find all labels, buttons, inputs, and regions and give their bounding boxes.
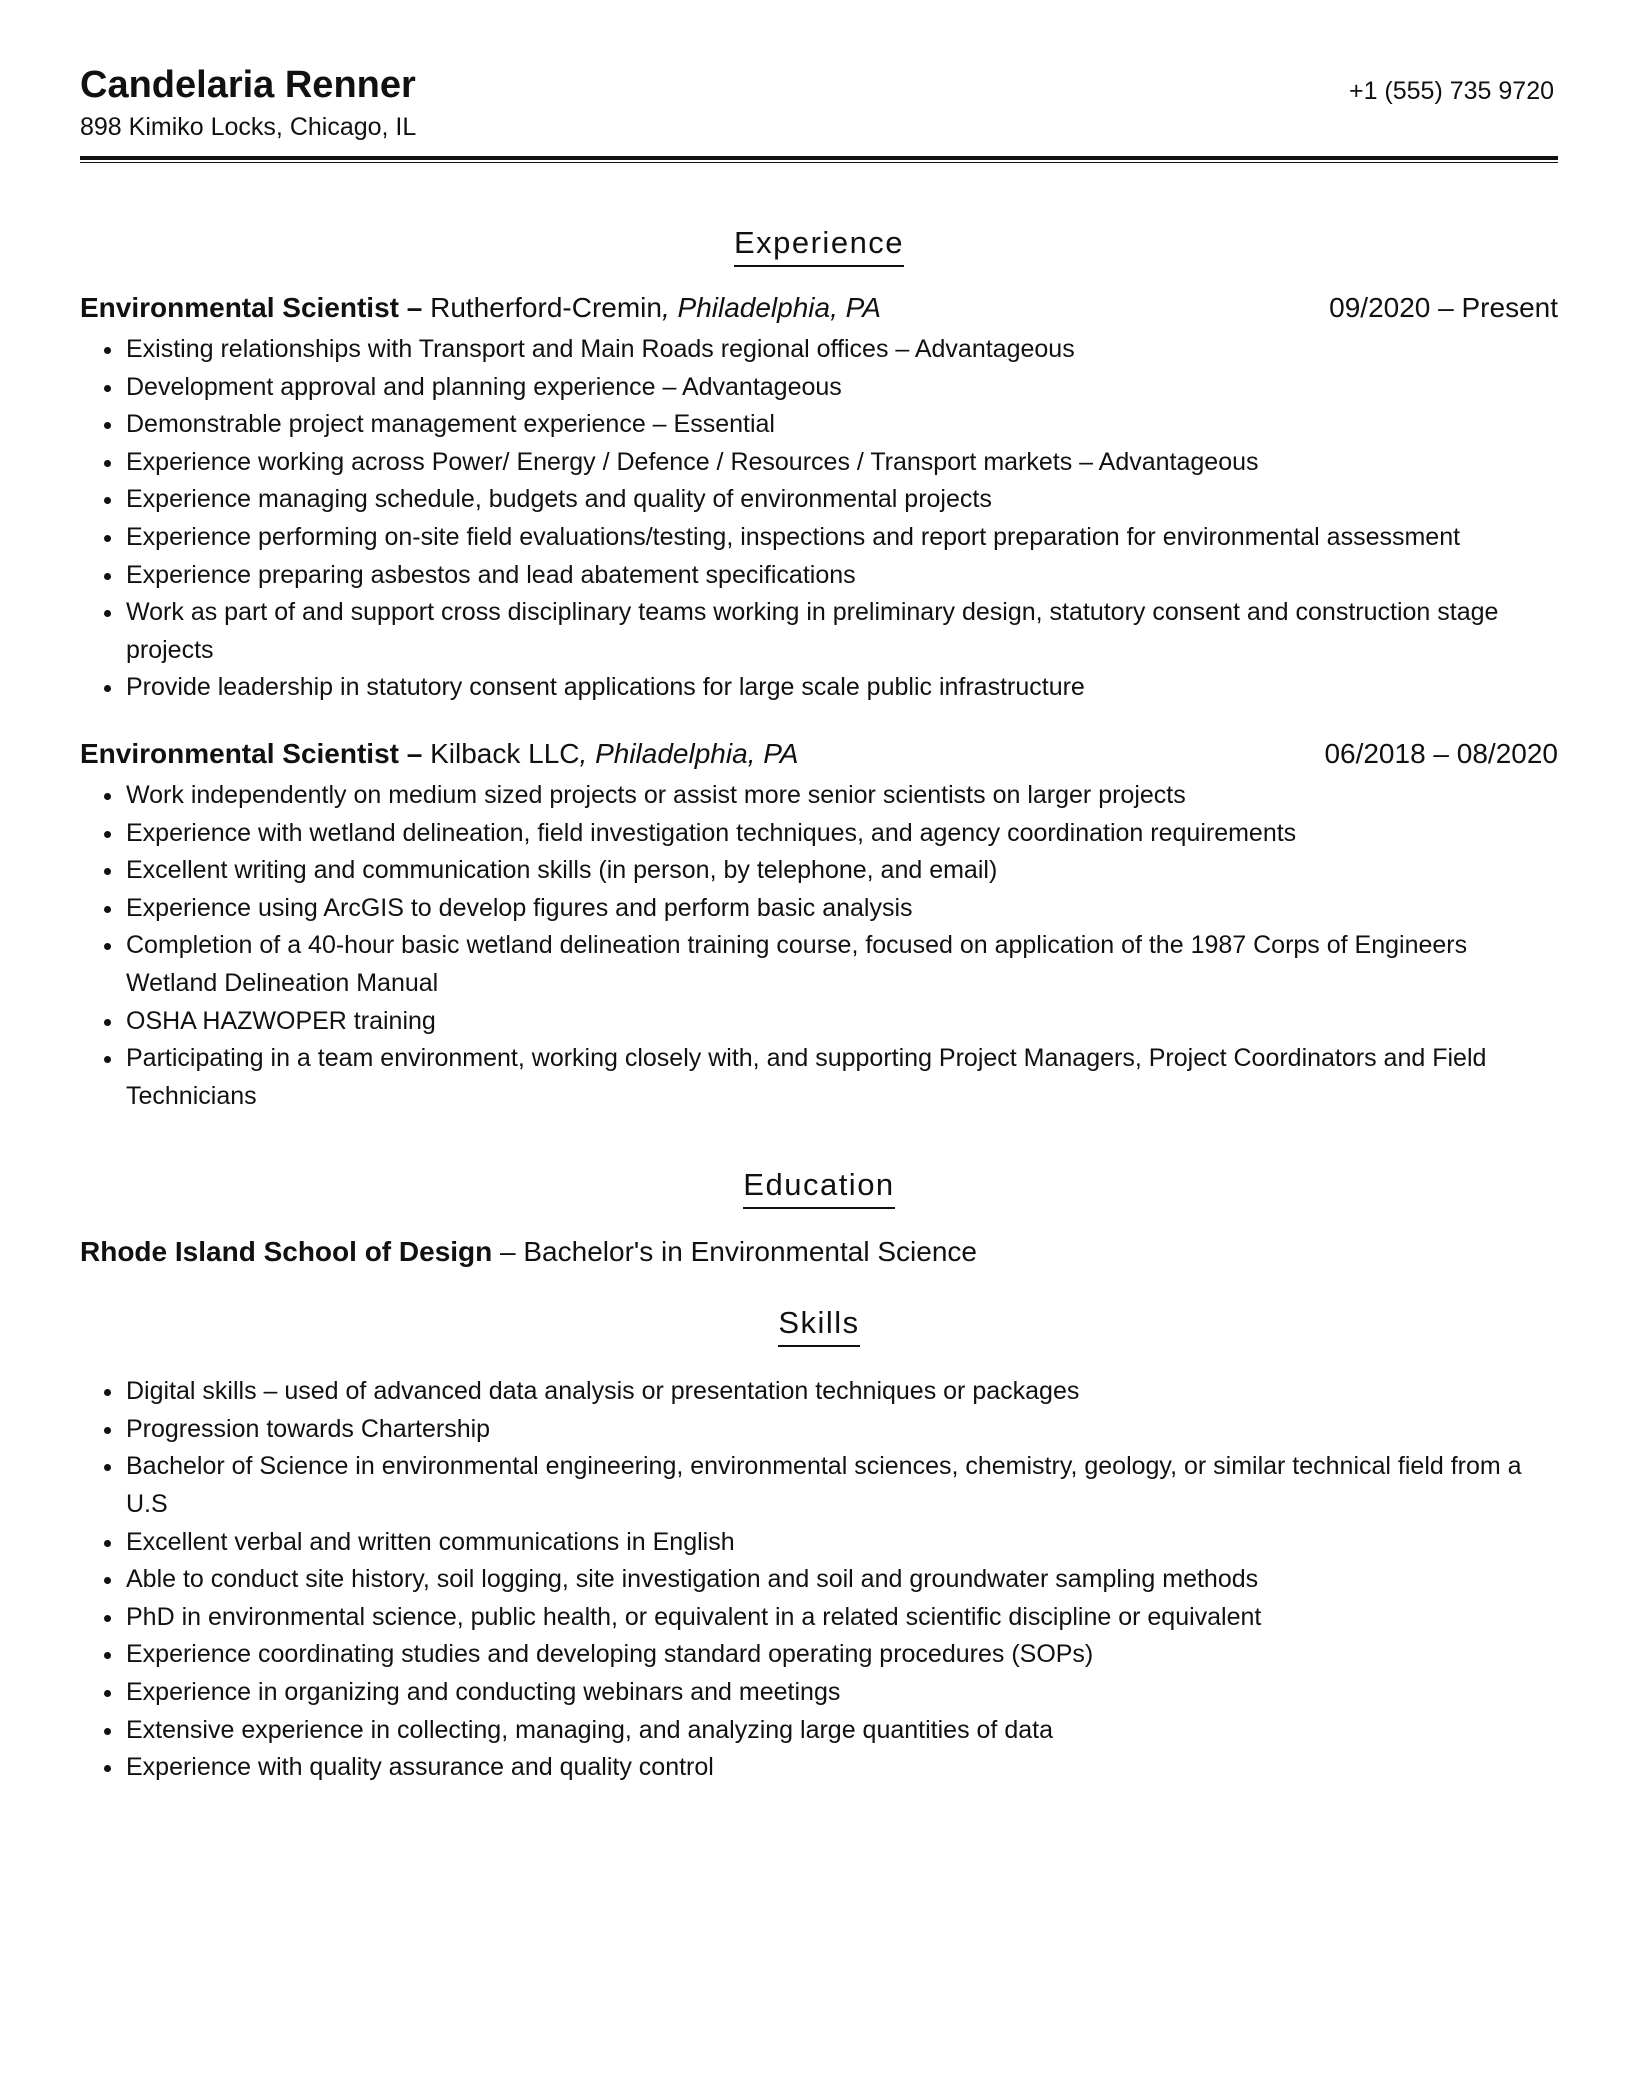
job-bullet: • Completion of a 40-hour basic wetland delineation training course, focused on application of the 1987 Corps of Engineers Wetland Delineation Manual [125, 927, 1558, 1002]
job-bullet: • OSHA HAZWOPER training [125, 1003, 1558, 1041]
education-entry [80, 1233, 1558, 1271]
job-location: , Philadelphia, PA [661, 292, 881, 323]
job-heading [80, 735, 798, 773]
skill-item: • Digital skills – used of advanced data analysis or presentation techniques or packages [125, 1373, 1558, 1411]
section-title-education: Education [743, 1165, 894, 1209]
job-entry [80, 289, 1558, 707]
section-title-experience: Experience [734, 223, 904, 267]
skills-section-heading [80, 1303, 1558, 1347]
job-bullet-list [80, 777, 1558, 1115]
job-bullet: • Demonstrable project management experience – Essential [125, 406, 1558, 444]
job-bullet: • Experience managing schedule, budgets and quality of environmental projects [125, 481, 1558, 519]
skill-item: • Progression towards Chartership [125, 1411, 1558, 1449]
header-left [80, 60, 416, 144]
job-title: Environmental Scientist – [80, 292, 423, 323]
job-dates: 06/2018 – 08/2020 [1324, 737, 1558, 769]
job-location: , Philadelphia, PA [579, 737, 799, 769]
skill-item: • Experience with quality assurance and quality control [125, 1749, 1558, 1787]
skill-item: • PhD in environmental science, public health, or equivalent in a related scientific discipline or equivalent [125, 1599, 1558, 1637]
job-company: Rutherford-Cremin [422, 292, 662, 323]
job-bullet: • Provide leadership in statutory consent applications for large scale public infrastructure [125, 669, 1558, 707]
skill-item: • Experience coordinating studies and developing standard operating procedures (SOPs) [125, 1636, 1558, 1674]
job-title: Environmental Scientist – [80, 737, 423, 769]
job-bullet: • Existing relationships with Transport and Main Roads regional offices – Advantageous [125, 331, 1558, 369]
skill-item: • Able to conduct site history, soil logging, site investigation and soil and groundwater sampling methods [125, 1561, 1558, 1599]
job-heading [80, 289, 881, 327]
education-section-heading [80, 1165, 1558, 1209]
job-bullet: • Work as part of and support cross disciplinary teams working in preliminary design, statutory consent and construction stage projects [125, 594, 1558, 669]
job-header [80, 289, 1558, 327]
resume-header [80, 60, 1558, 144]
candidate-name: Candelaria Renner [80, 64, 416, 106]
job-company: Kilback LLC [422, 737, 580, 769]
experience-section-heading [80, 223, 1558, 267]
candidate-phone: +1 (555) 735 9720 [1348, 77, 1554, 105]
resume-page [80, 60, 1558, 1787]
education-degree: – Bachelor's in Environmental Science [492, 1236, 977, 1268]
skill-item: • Excellent verbal and written communications in English [125, 1524, 1558, 1562]
skill-item: • Experience in organizing and conducting webinars and meetings [125, 1674, 1558, 1712]
education-school: Rhode Island School of Design [80, 1236, 493, 1268]
job-bullet: • Experience using ArcGIS to develop figures and perform basic analysis [125, 890, 1558, 928]
section-title-skills: Skills [778, 1303, 859, 1347]
job-entry [80, 735, 1558, 1115]
job-bullet: • Experience working across Power/ Energy / Defence / Resources / Transport markets – Advantageous [125, 444, 1558, 482]
job-bullet: • Excellent writing and communication skills (in person, by telephone, and email) [125, 852, 1558, 890]
job-bullet: • Development approval and planning experience – Advantageous [125, 369, 1558, 407]
job-header [80, 735, 1558, 773]
skills-list [80, 1373, 1558, 1787]
skill-item: • Bachelor of Science in environmental engineering, environmental sciences, chemistry, geology, or similar technical field from a U.S [125, 1448, 1558, 1523]
job-bullet: • Work independently on medium sized projects or assist more senior scientists on larger projects [125, 777, 1558, 815]
job-dates: 09/2020 – Present [1329, 292, 1558, 323]
skill-item: • Extensive experience in collecting, managing, and analyzing large quantities of data [125, 1712, 1558, 1750]
header-divider [80, 156, 1558, 163]
job-bullet: • Participating in a team environment, working closely with, and supporting Project Managers, Project Coordinators and Field Technicians [125, 1040, 1558, 1115]
job-bullet: • Experience performing on-site field evaluations/testing, inspections and report preparation for environmental assessment [125, 519, 1558, 557]
job-bullet: • Experience with wetland delineation, field investigation techniques, and agency coordination requirements [125, 815, 1558, 853]
candidate-address: 898 Kimiko Locks, Chicago, IL [80, 113, 417, 141]
job-bullet-list [80, 331, 1558, 707]
job-bullet: • Experience preparing asbestos and lead abatement specifications [125, 557, 1558, 595]
